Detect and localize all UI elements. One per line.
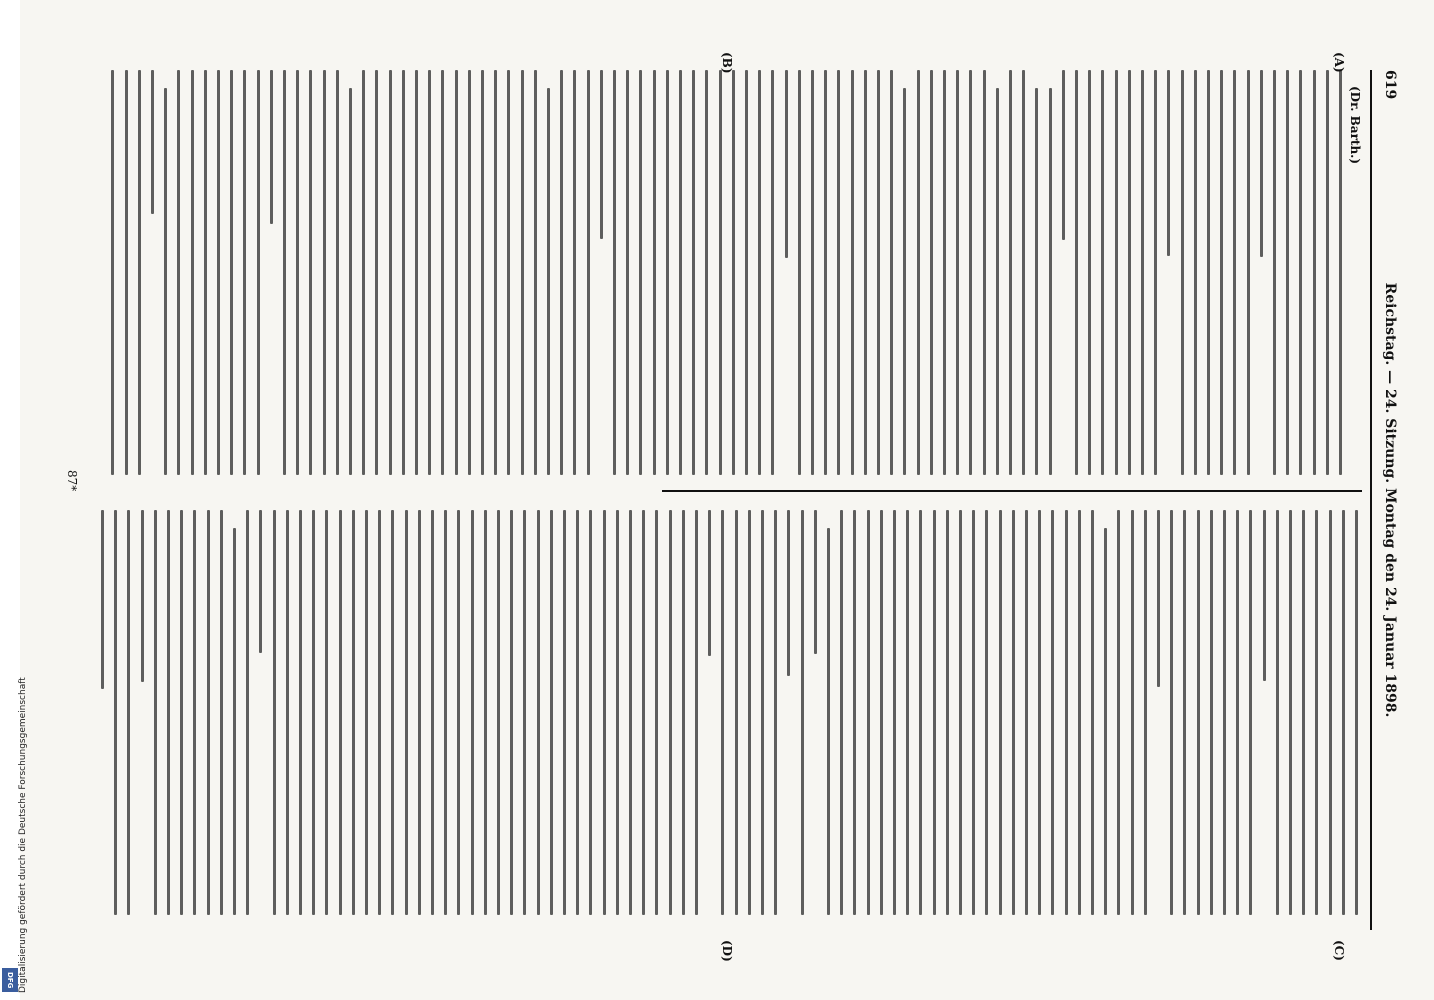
text-line <box>616 510 619 915</box>
text-line <box>1342 510 1345 915</box>
text-line <box>1289 510 1292 915</box>
text-line <box>510 510 513 915</box>
header-page-number: 619 <box>1382 70 1398 100</box>
text-line <box>441 70 444 475</box>
text-line <box>365 510 368 915</box>
margin-mark-d: (D) <box>720 940 734 962</box>
text-line <box>362 70 365 475</box>
text-line <box>1115 70 1118 475</box>
text-line <box>626 70 629 475</box>
text-column-right <box>92 510 1362 920</box>
text-line <box>999 510 1002 915</box>
text-line <box>141 510 144 682</box>
text-line <box>1088 70 1091 475</box>
text-line <box>890 70 893 475</box>
text-line <box>101 510 104 689</box>
column-divider <box>662 490 1362 492</box>
text-line <box>642 510 645 915</box>
text-line <box>983 70 986 475</box>
text-line <box>1220 70 1223 475</box>
text-line <box>339 510 342 915</box>
text-line <box>336 70 339 475</box>
text-line <box>893 510 896 915</box>
text-line <box>191 70 194 475</box>
text-line <box>1117 510 1120 915</box>
text-line <box>468 70 471 475</box>
speaker-label: (Dr. Barth.) <box>1348 86 1362 165</box>
text-column-left <box>92 70 1362 480</box>
text-line <box>428 70 431 475</box>
text-line <box>853 510 856 915</box>
text-line <box>695 510 698 915</box>
text-line <box>1022 70 1025 475</box>
text-line <box>1355 510 1358 915</box>
text-line <box>1101 70 1104 475</box>
text-line <box>125 70 128 475</box>
text-line <box>497 510 500 915</box>
text-line <box>1144 510 1147 915</box>
text-line <box>325 510 328 915</box>
text-line <box>1012 510 1015 915</box>
text-line <box>547 88 550 475</box>
text-line <box>1049 88 1052 475</box>
text-line <box>745 70 748 475</box>
text-line <box>811 70 814 475</box>
text-line <box>735 510 738 915</box>
text-line <box>692 70 695 475</box>
text-line <box>1263 510 1266 681</box>
text-line <box>1167 70 1170 256</box>
text-line <box>1065 510 1068 915</box>
text-line <box>1131 510 1134 915</box>
text-line <box>537 510 540 915</box>
text-line <box>1035 88 1038 475</box>
text-line <box>1326 70 1329 475</box>
text-line <box>296 70 299 475</box>
text-line <box>1157 510 1160 687</box>
text-line <box>217 70 220 475</box>
text-line <box>283 70 286 475</box>
text-line <box>613 70 616 475</box>
text-line <box>299 510 302 915</box>
text-line <box>151 70 154 214</box>
text-line <box>352 510 355 915</box>
text-line <box>560 70 563 475</box>
text-line <box>312 510 315 915</box>
text-line <box>257 70 260 475</box>
text-line <box>405 510 408 915</box>
text-line <box>1154 70 1157 475</box>
text-line <box>959 510 962 915</box>
text-line <box>1170 510 1173 915</box>
text-line <box>840 510 843 915</box>
text-line <box>600 70 603 239</box>
text-line <box>1233 70 1236 475</box>
text-line <box>563 510 566 915</box>
text-line <box>705 70 708 475</box>
text-line <box>956 70 959 475</box>
text-line <box>243 70 246 475</box>
text-line <box>1128 70 1131 475</box>
text-line <box>1299 70 1302 475</box>
text-line <box>1249 510 1252 915</box>
text-line <box>1273 70 1276 475</box>
text-line <box>259 510 262 653</box>
text-line <box>669 510 672 915</box>
text-line <box>969 70 972 475</box>
text-line <box>880 510 883 915</box>
text-line <box>1091 510 1094 915</box>
text-line <box>1313 70 1316 475</box>
text-line <box>787 510 790 676</box>
text-line <box>603 510 606 915</box>
text-line <box>246 510 249 915</box>
text-line <box>230 70 233 475</box>
text-line <box>877 70 880 475</box>
text-line <box>391 510 394 915</box>
text-line <box>207 510 210 915</box>
text-line <box>824 70 827 475</box>
text-line <box>1302 510 1305 915</box>
text-line <box>785 70 788 258</box>
text-line <box>484 510 487 915</box>
text-line <box>946 510 949 915</box>
text-line <box>761 510 764 915</box>
text-line <box>1078 510 1081 915</box>
margin-mark-a: (A) <box>1332 52 1346 73</box>
text-line <box>814 510 817 654</box>
text-line <box>1051 510 1054 915</box>
text-line <box>917 70 920 475</box>
text-line <box>573 70 576 475</box>
text-line <box>972 510 975 915</box>
text-line <box>471 510 474 915</box>
margin-mark-c: (C) <box>1332 940 1346 961</box>
text-line <box>534 70 537 475</box>
signature-mark: 87* <box>65 470 79 492</box>
text-line <box>1276 510 1279 915</box>
text-line <box>1197 510 1200 915</box>
text-line <box>1183 510 1186 915</box>
text-line <box>455 70 458 475</box>
text-line <box>1062 70 1065 240</box>
text-line <box>375 70 378 475</box>
text-line <box>576 510 579 915</box>
digitization-sidebar <box>0 0 28 1000</box>
text-line <box>177 70 180 475</box>
text-line <box>127 510 130 915</box>
text-line <box>309 70 312 475</box>
text-line <box>930 70 933 475</box>
text-line <box>708 510 711 656</box>
text-line <box>193 510 196 915</box>
text-line <box>1141 70 1144 475</box>
text-line <box>154 510 157 915</box>
text-line <box>587 70 590 475</box>
text-line <box>418 510 421 915</box>
text-line <box>494 70 497 475</box>
text-line <box>167 510 170 915</box>
text-line <box>906 510 909 915</box>
text-line <box>1315 510 1318 915</box>
text-line <box>233 528 236 915</box>
text-line <box>933 510 936 915</box>
text-line <box>851 70 854 475</box>
text-line <box>457 510 460 915</box>
text-line <box>550 510 553 915</box>
text-line <box>864 70 867 475</box>
text-line <box>378 510 381 915</box>
text-line <box>655 510 658 915</box>
text-line <box>138 70 141 475</box>
text-line <box>798 70 801 475</box>
text-line <box>1210 510 1213 915</box>
text-line <box>273 510 276 915</box>
text-line <box>837 70 840 475</box>
text-line <box>481 70 484 475</box>
text-line <box>286 510 289 915</box>
text-line <box>1286 70 1289 475</box>
text-line <box>270 70 273 224</box>
text-line <box>629 510 632 915</box>
text-line <box>1075 70 1078 475</box>
text-line <box>867 510 870 915</box>
text-line <box>827 528 830 915</box>
text-line <box>985 510 988 915</box>
text-line <box>507 70 510 475</box>
text-line <box>774 510 777 915</box>
text-line <box>521 70 524 475</box>
text-line <box>444 510 447 915</box>
text-line <box>679 70 682 475</box>
text-line <box>431 510 434 915</box>
text-line <box>111 70 114 475</box>
digitization-credit: Digitalisierung gefördert durch die Deutsche Forschungsgemeinschaft <box>18 677 28 993</box>
text-line <box>1223 510 1226 915</box>
page-header <box>1370 70 1398 930</box>
text-line <box>719 70 722 475</box>
text-line <box>164 88 167 475</box>
text-line <box>748 510 751 915</box>
text-line <box>402 70 405 475</box>
text-line <box>1247 70 1250 475</box>
text-line <box>1009 70 1012 475</box>
text-line <box>1038 510 1041 915</box>
text-line <box>1181 70 1184 475</box>
text-line <box>943 70 946 475</box>
text-line <box>323 70 326 475</box>
text-line <box>1236 510 1239 915</box>
text-line <box>114 510 117 915</box>
text-line <box>415 70 418 475</box>
text-line <box>589 510 592 915</box>
text-line <box>349 88 352 475</box>
text-line <box>996 88 999 475</box>
header-title: Reichstag. — 24. Sitzung. Montag den 24. Januar 1898. <box>1382 282 1398 718</box>
text-line <box>653 70 656 475</box>
text-line <box>1329 510 1332 915</box>
text-line <box>180 510 183 915</box>
text-line <box>1207 70 1210 475</box>
text-line <box>1104 528 1107 915</box>
text-line <box>771 70 774 475</box>
text-line <box>523 510 526 915</box>
text-line <box>732 70 735 475</box>
text-line <box>1260 70 1263 257</box>
text-line <box>682 510 685 915</box>
margin-mark-b: (B) <box>720 52 734 74</box>
text-line <box>1025 510 1028 915</box>
text-line <box>639 70 642 475</box>
text-line <box>220 510 223 915</box>
text-line <box>1194 70 1197 475</box>
dfg-logo: DFG <box>2 968 18 992</box>
text-line <box>758 70 761 475</box>
text-line <box>919 510 922 915</box>
text-line <box>721 510 724 915</box>
text-line <box>389 70 392 475</box>
text-line <box>204 70 207 475</box>
text-line <box>1339 70 1342 475</box>
text-line <box>903 88 906 475</box>
text-line <box>801 510 804 915</box>
text-line <box>666 70 669 475</box>
